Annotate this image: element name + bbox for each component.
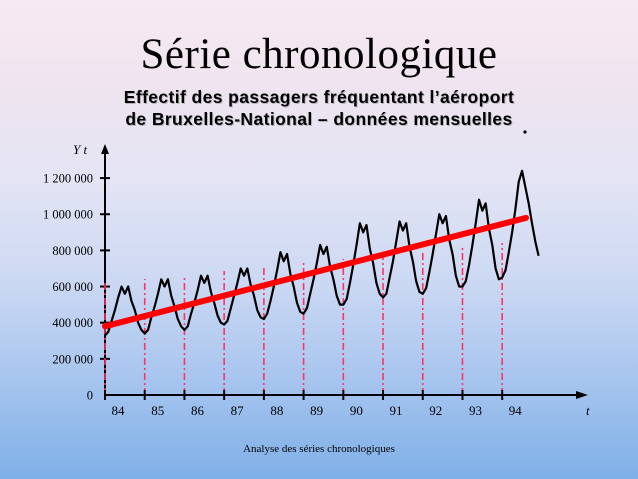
chart-subtitle-line1: Effectif des passagers fréquentant l’aéroport xyxy=(123,87,515,107)
x-axis-tick-label: 85 xyxy=(151,403,165,418)
y-axis-tick-label: 1 000 000 xyxy=(43,207,93,222)
chart-subtitle-line2: de Bruxelles-National – données mensuelles xyxy=(125,109,513,129)
y-axis-label: Y t xyxy=(73,142,88,157)
y-axis-ticks xyxy=(43,172,110,403)
x-axis-tick-label: 89 xyxy=(310,403,324,418)
x-axis-tick-label: 91 xyxy=(389,403,403,418)
y-axis-tick-label: 400 000 xyxy=(52,316,93,331)
y-axis-tick-label: 1 200 000 xyxy=(43,171,93,186)
chart-subtitle xyxy=(0,86,638,130)
x-axis-tick-label: 86 xyxy=(190,403,204,418)
time-series-chart xyxy=(0,130,638,430)
x-axis-tick-label: 87 xyxy=(230,403,244,418)
page-title: Série chronologique xyxy=(140,31,498,78)
y-axis-tick-label: 0 xyxy=(86,388,93,403)
y-axis-tick-label: 600 000 xyxy=(52,280,93,295)
x-axis-tick-label: 94 xyxy=(508,403,522,418)
x-axis-tick-label: 88 xyxy=(270,403,284,418)
x-axis-tick-label: 84 xyxy=(111,403,125,418)
chart-svg xyxy=(0,130,638,430)
x-axis-tick-label: 92 xyxy=(429,403,443,418)
slide-footer: Analyse des séries chronologiques xyxy=(243,443,395,455)
y-axis-tick-label: 800 000 xyxy=(52,243,93,258)
x-axis-tick-label: 90 xyxy=(349,403,363,418)
x-axis-tick-label: 93 xyxy=(468,403,482,418)
x-axis-label: t xyxy=(586,403,590,418)
y-axis-tick-label: 200 000 xyxy=(52,352,93,367)
year-separators xyxy=(105,243,502,395)
chart-axes xyxy=(101,144,588,399)
stray-dot xyxy=(523,130,526,133)
